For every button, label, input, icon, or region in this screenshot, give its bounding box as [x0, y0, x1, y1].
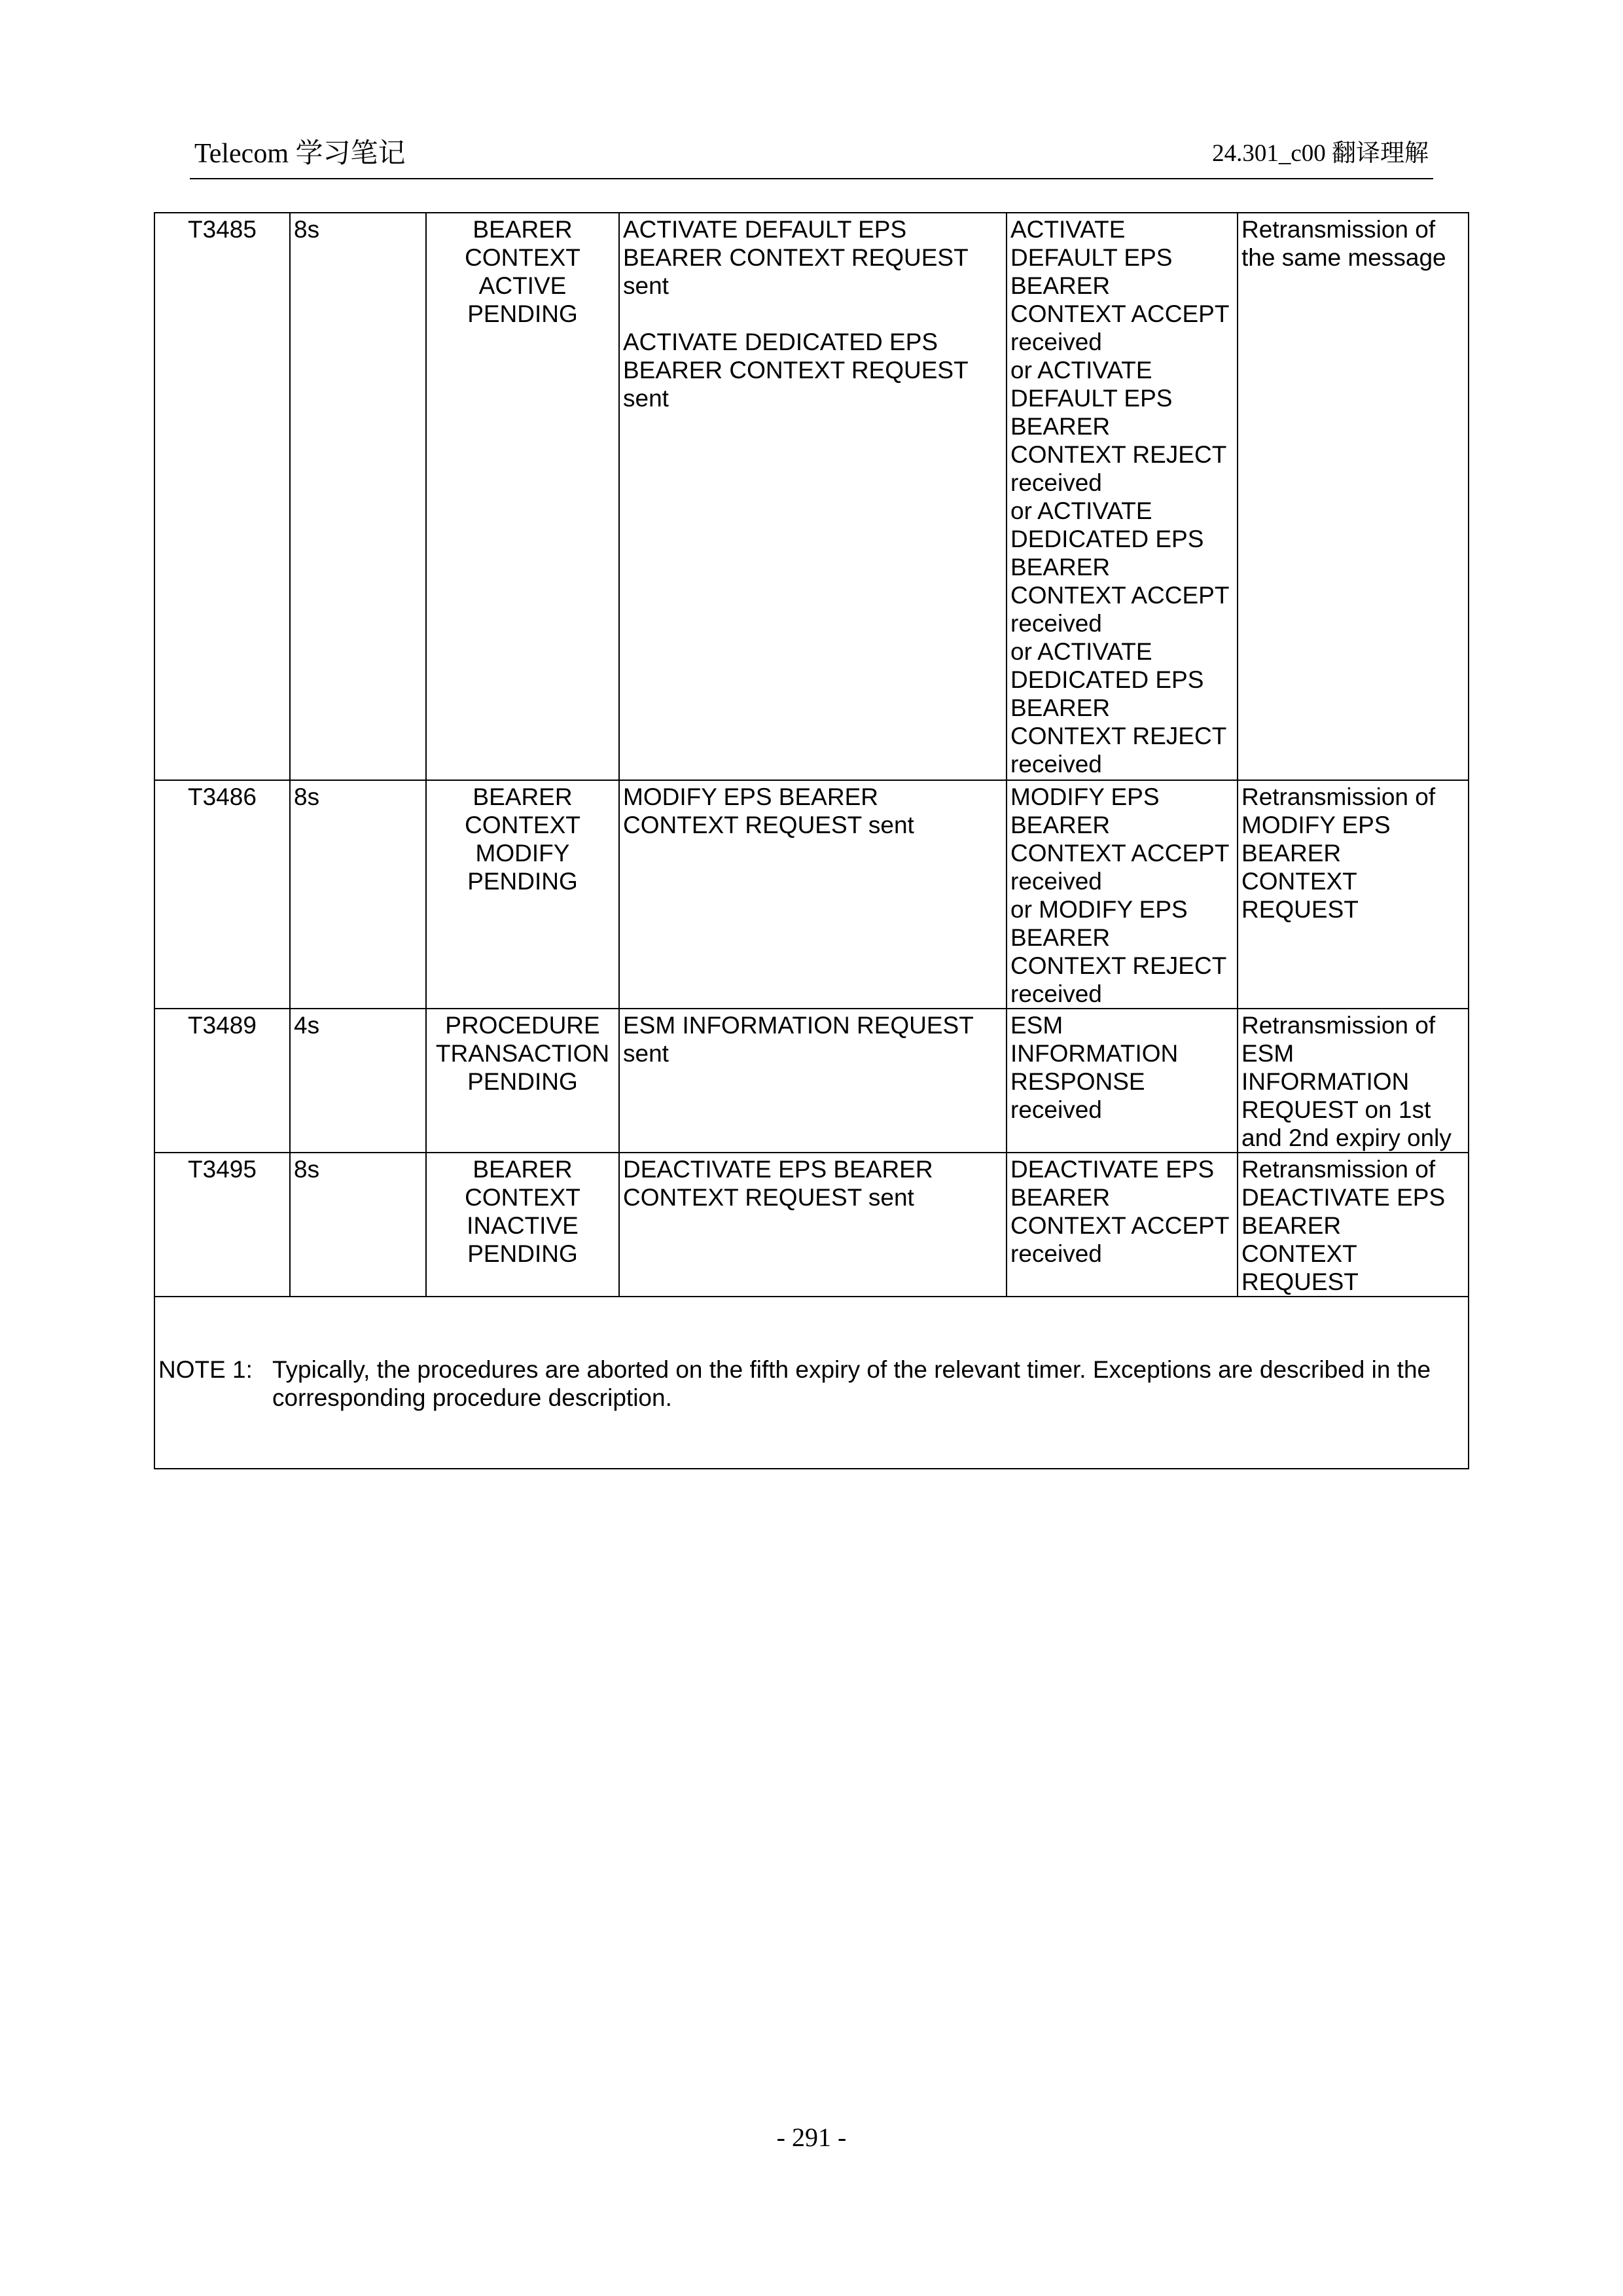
on-expiry-cell: Retransmission of MODIFY EPS BEARER CONTEXT REQUEST — [1238, 780, 1469, 1009]
normal-stop-cell: ACTIVATE DEFAULT EPS BEARER CONTEXT ACCEPT received or ACTIVATE DEFAULT EPS BEARER CONTEXT REJECT received or ACTIVATE DEDICATED EPS BEARER CONTEXT ACCEPT received or ACTIVATE DEDICATED EPS BEARER CONTEXT REJECT received — [1007, 213, 1238, 780]
note-label: NOTE 1: — [158, 1356, 253, 1383]
table-row — [154, 780, 1469, 1009]
table-note-cell — [154, 1297, 1469, 1469]
on-expiry-cell: Retransmission of ESM INFORMATION REQUEST on 1st and 2nd expiry only — [1238, 1009, 1469, 1153]
timer-number-cell: T3489 — [154, 1009, 290, 1153]
cause-of-start-cell: DEACTIVATE EPS BEARER CONTEXT REQUEST sent — [619, 1153, 1007, 1297]
timer-number-cell: T3495 — [154, 1153, 290, 1297]
timer-value-cell: 8s — [290, 1153, 426, 1297]
table-row — [154, 213, 1469, 780]
timer-number-cell: T3486 — [154, 780, 290, 1009]
state-cell: PROCEDURE TRANSACTION PENDING — [426, 1009, 619, 1153]
running-header-title: Telecom 学习笔记 — [194, 139, 406, 169]
timer-table — [154, 212, 1469, 1469]
note-text: Typically, the procedures are aborted on the fifth expiry of the relevant timer. Exceptions are described in the corresponding procedure description. — [272, 1356, 1431, 1411]
timer-number-cell: T3485 — [154, 213, 290, 780]
state-cell: BEARER CONTEXT INACTIVE PENDING — [426, 1153, 619, 1297]
header-rule — [190, 178, 1433, 179]
table-row — [154, 1153, 1469, 1297]
timer-value-cell: 8s — [290, 780, 426, 1009]
table-note — [158, 1355, 1465, 1412]
cause-of-start-cell: ESM INFORMATION REQUEST sent — [619, 1009, 1007, 1153]
on-expiry-cell: Retransmission of DEACTIVATE EPS BEARER CONTEXT REQUEST — [1238, 1153, 1469, 1297]
cause-of-start-cell: MODIFY EPS BEARER CONTEXT REQUEST sent — [619, 780, 1007, 1009]
timer-value-cell: 8s — [290, 213, 426, 780]
timer-value-cell: 4s — [290, 1009, 426, 1153]
normal-stop-cell: ESM INFORMATION RESPONSE received — [1007, 1009, 1238, 1153]
timer-table-body — [154, 213, 1469, 1469]
table-row — [154, 1009, 1469, 1153]
state-cell: BEARER CONTEXT MODIFY PENDING — [426, 780, 619, 1009]
normal-stop-cell: MODIFY EPS BEARER CONTEXT ACCEPT received or MODIFY EPS BEARER CONTEXT REJECT received — [1007, 780, 1238, 1009]
page-number: - 291 - — [776, 2123, 847, 2152]
state-cell: BEARER CONTEXT ACTIVE PENDING — [426, 213, 619, 780]
table-note-row — [154, 1297, 1469, 1469]
on-expiry-cell: Retransmission of the same message — [1238, 213, 1469, 780]
normal-stop-cell: DEACTIVATE EPS BEARER CONTEXT ACCEPT received — [1007, 1153, 1238, 1297]
cause-of-start-cell: ACTIVATE DEFAULT EPS BEARER CONTEXT REQUEST sent ACTIVATE DEDICATED EPS BEARER CONTEXT REQUEST sent — [619, 213, 1007, 780]
running-header-spec: 24.301_c00 翻译理解 — [1212, 140, 1429, 167]
